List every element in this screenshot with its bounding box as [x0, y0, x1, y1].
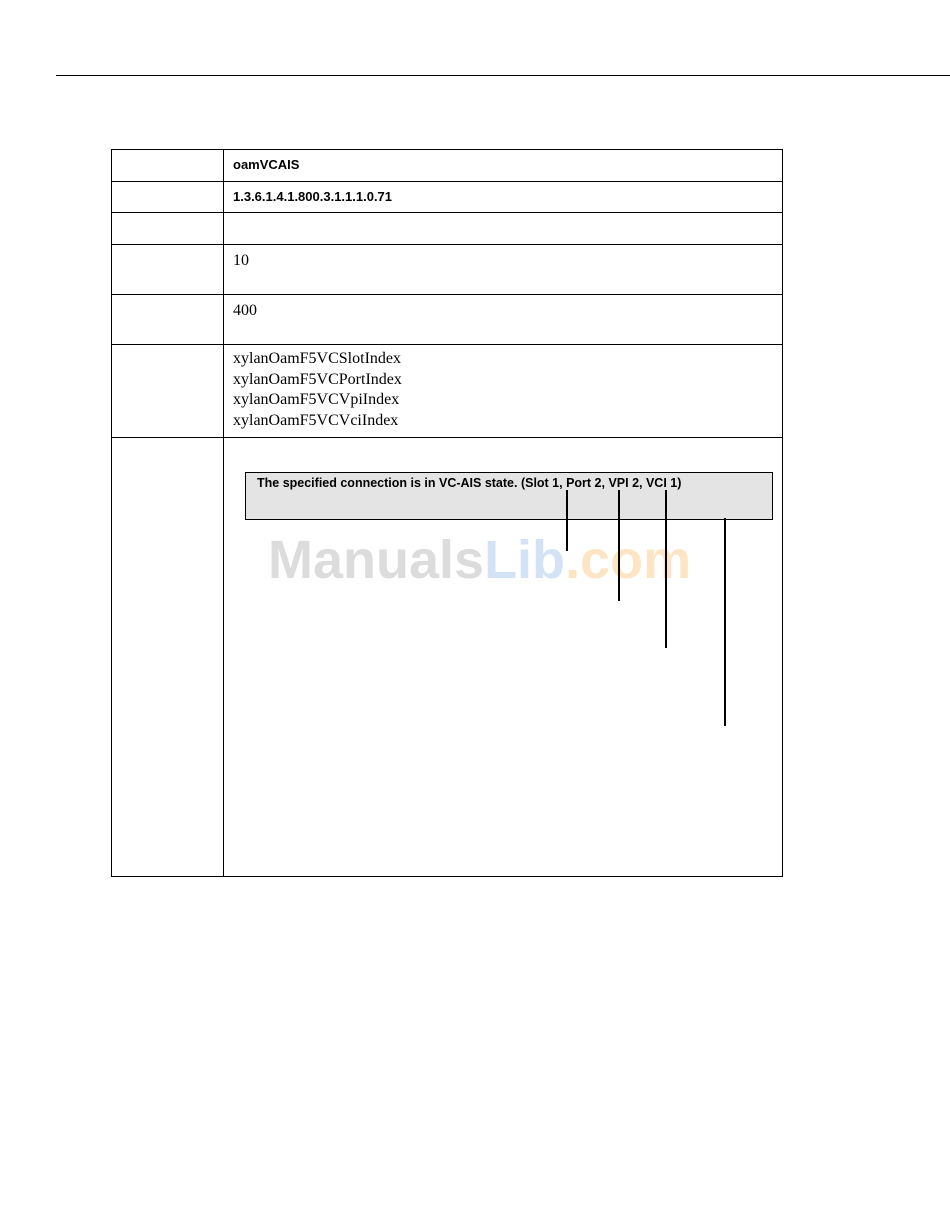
port-callout-line — [618, 490, 620, 601]
table-row — [112, 245, 783, 295]
example-cell — [224, 438, 783, 877]
label-cell — [112, 182, 224, 213]
numeric-value: 400 — [233, 302, 257, 319]
vpi-callout-line — [665, 490, 667, 648]
index-item: xylanOamF5VCVpiIndex — [233, 391, 400, 408]
table-row — [112, 345, 783, 438]
page-header-rule — [56, 75, 950, 76]
example-message-box — [245, 472, 773, 520]
index-list — [233, 345, 782, 431]
value-cell — [224, 345, 783, 438]
label-cell — [112, 245, 224, 295]
vci-callout-line — [724, 518, 726, 726]
index-item: xylanOamF5VCPortIndex — [233, 370, 402, 388]
index-item: xylanOamF5VCVciIndex — [233, 411, 399, 429]
trap-definition-table — [111, 149, 783, 877]
value-cell — [224, 245, 783, 295]
trap-oid: 1.3.6.1.4.1.800.3.1.1.1.0.71 — [233, 189, 393, 204]
slot-callout-line — [566, 490, 568, 551]
label-cell — [112, 150, 224, 182]
index-item: xylanOamF5VCSlotIndex — [233, 350, 401, 367]
table-row — [112, 150, 783, 182]
label-cell — [112, 438, 224, 877]
value-cell — [224, 295, 783, 345]
table-row — [112, 182, 783, 213]
label-cell — [112, 345, 224, 438]
numeric-value: 10 — [233, 252, 249, 269]
table-row — [112, 295, 783, 345]
value-cell — [224, 150, 783, 182]
watermark-logo: ManualsLib.com — [268, 530, 692, 590]
label-cell — [112, 213, 224, 245]
table-row — [112, 438, 783, 877]
value-cell — [224, 213, 783, 245]
table-row — [112, 213, 783, 245]
example-message: The specified connection is in VC-AIS state. (Slot 1, Port 2, VPI 2, VCI 1) — [257, 476, 682, 490]
trap-name: oamVCAIS — [233, 157, 300, 172]
value-cell — [224, 182, 783, 213]
example-area — [224, 438, 782, 876]
label-cell — [112, 295, 224, 345]
